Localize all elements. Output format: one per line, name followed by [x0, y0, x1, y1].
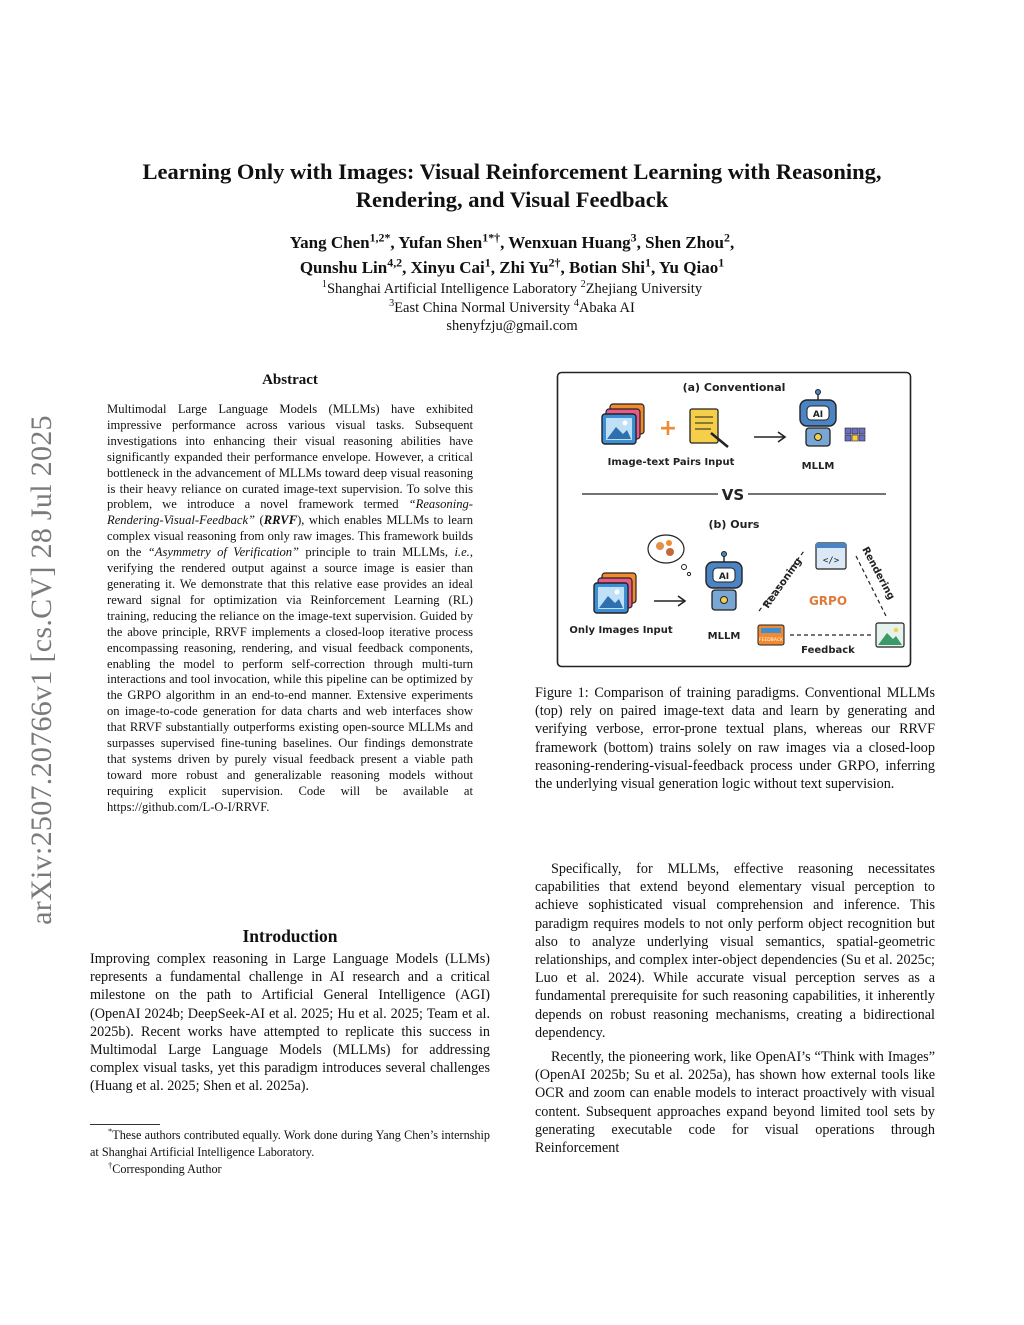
- author-affil-mark: 1: [484, 255, 491, 270]
- author-line: [90, 230, 934, 255]
- affiliation-mark: 2: [580, 279, 586, 291]
- label-reasoning: Reasoning: [761, 556, 805, 611]
- email: shenyfzju@gmail.com: [446, 318, 578, 334]
- arxiv-id: arXiv:2507.20766v1 [cs.CV] 28 Jul 2025: [25, 415, 58, 925]
- feedback-card-icon: [758, 625, 784, 645]
- image-stack-icon-a: [602, 404, 644, 444]
- affiliation-name: East China Normal University: [394, 299, 571, 316]
- author-separator: ,: [729, 233, 735, 252]
- abstract-segment: i.e.: [454, 545, 470, 560]
- feedback-tag: FEEDBACK: [759, 638, 783, 643]
- author-separator: ,: [560, 258, 569, 277]
- affiliation-name: Abaka AI: [578, 299, 635, 316]
- abstract-segment: Multimodal Large Language Models (MLLMs) have exhibited impressive performance across various visual tasks. Subsequent investigations into enhancing their visual reasoning abilities have significantly expanded their performance envelope. However, a critical bottleneck in the advancement of MLLMs toward deep visual reasoning is their heavy reliance on curated image-text supervision. To solve this problem, we introduce a novel framework termed: [107, 402, 473, 512]
- footnote-text: These authors contributed equally. Work done during Yang Chen’s internship at Shanghai Artificial Intelligence Laboratory.: [90, 1128, 490, 1159]
- author-affil-mark: 3: [630, 230, 637, 245]
- footnote: [90, 1161, 490, 1178]
- label-mllm-a: MLLM: [801, 461, 835, 472]
- author-affil-mark: 2†: [548, 255, 561, 270]
- abstract-segment: , verifying the rendered output against a source image is easier than generating it. We demonstrate that this relative ease provides an ideal reward signal for optimization via Reinforcement Learning (RL) training, reducing the reliance on the image-text supervision. Guided by the above principle, RRVF implements a closed-loop iterative process encompassing reasoning, rendering, and visual feedback components, enabling the model to perform self-correction through multi-turn interactions and tool invocation, while this pipeline can be optimized by the GRPO algorithm in an end-to-end manner. Extensive experiments on image-to-code generation for data charts and web interfaces show that RRVF substantially outperforms existing open-source MLLMs and surpasses supervised fine-tuning baselines. Our findings demonstrate that systems driven by purely visual feedback present a viable path toward more robust and generalizable reasoning models without requiring explicit supervision. Code will be available at https://github.com/L-O-I/RRVF.: [107, 545, 473, 814]
- affiliation-mark: 3: [389, 297, 395, 309]
- footnote-text: Corresponding Author: [112, 1162, 222, 1176]
- author-name: Yang Chen: [289, 233, 370, 252]
- author-separator: ,: [402, 258, 411, 277]
- affiliation-mark: 4: [573, 297, 579, 309]
- label-vs: VS: [721, 486, 745, 504]
- author-affil-mark: 1*†: [482, 230, 501, 245]
- label-conventional: (a) Conventional: [682, 381, 786, 394]
- author-name: Zhi Yu: [499, 258, 549, 277]
- label-rendering: Rendering: [859, 545, 897, 602]
- rendered-image-icon: [876, 623, 904, 647]
- paragraph: Recently, the pioneering work, like OpenAI’s “Think with Images” (OpenAI 2025b; Su et al. 2025a), has shown how external tools like OCR and zoom can enable models to interact proactively with visual content. Subsequent approaches expand beyond limited tool sets by generating executable code for visual operations through Reinforcement: [535, 1049, 935, 1157]
- abstract-segment: principle to train MLLMs,: [299, 545, 455, 560]
- abstract-segment: “Reasoning-Rendering-Visual-Feedback”: [107, 497, 473, 528]
- affiliation-line-2: [90, 299, 934, 318]
- author-name: Wenxuan Huang: [508, 233, 631, 252]
- footnote-mark: *: [108, 1125, 113, 1136]
- arxiv-stamp: [18, 380, 66, 960]
- label-only-images-input: Only Images Input: [569, 625, 673, 636]
- footnote-mark: †: [108, 1159, 113, 1170]
- abstract-segment: RRVF: [263, 513, 298, 528]
- footnote: [90, 1127, 490, 1161]
- paragraph: Specifically, for MLLMs, effective reasoning necessitates capabilities that extend beyond elementary visual perception to achieve sophisticated visual comprehension and inference. This paradigm requires models to not only perform object recognition but also to analyze underlying visual semantics, spatial-geometric relationships, and complex inter-object dependencies (Su et al. 2025c; Luo et al. 2024). While accurate visual perception serves as a fundamental prerequisite for such reasoning capabilities, it inherently depends on robust reasoning mechanisms, creating a bidirectional dependency.: [535, 861, 935, 1041]
- figure-1: [556, 371, 912, 668]
- author-affil-mark: 1,2*: [369, 230, 391, 245]
- author-name: Shen Zhou: [645, 233, 725, 252]
- right-column-text: [535, 860, 935, 1163]
- affiliation-name: Shanghai Artificial Intelligence Laboratory: [326, 281, 578, 297]
- affiliations: [90, 280, 934, 336]
- affiliation-mark: 1: [321, 279, 327, 291]
- affiliation-line-1: [90, 280, 934, 299]
- author-line: [90, 255, 934, 280]
- author-separator: ,: [636, 233, 646, 252]
- affiliation-name: Zhejiang University: [585, 281, 703, 297]
- figure-caption: Figure 1: Comparison of training paradigms. Conventional MLLMs (top) rely on paired image-text data and learn by generating and verifying verbose, error-prone textual plans, whereas our RRVF framework (bottom) trains solely on raw images via a closed-loop reasoning-rendering-visual-feedback process under GRPO, inferring the underlying visual generation logic without text supervision.: [535, 685, 935, 793]
- author-list: [90, 230, 934, 280]
- abstract-segment: “Asymmetry of Verification”: [147, 545, 300, 560]
- section-heading-introduction: Introduction: [242, 926, 338, 946]
- footnote-rule: [90, 1124, 160, 1125]
- author-separator: ,: [390, 233, 399, 252]
- image-stack-icon-b: [594, 573, 636, 613]
- plus-icon: +: [658, 416, 678, 441]
- code-symbol: </>: [822, 556, 840, 566]
- author-affil-mark: 1: [645, 255, 651, 270]
- intro-paragraph: Improving complex reasoning in Large Language Models (LLMs) represents a fundamental challenge in AI research and a critical milestone on the path to Artificial General Intelligence (AGI) (OpenAI 2024b; DeepSeek-AI et al. 2025; Hu et al. 2025; Team et al. 2025b). Recent works have attempted to replicate this success in Multimodal Large Language Models (MLLMs) for addressing complex visual tasks, yet this paradigm introduces several challenges (Huang et al. 2025; Shen et al. 2025a).: [90, 951, 490, 1095]
- footnotes: [90, 1127, 490, 1178]
- label-image-text-pairs-input: Image-text Pairs Input: [607, 457, 735, 468]
- paper-title: Learning Only with Images: Visual Reinforcement Learning with Reasoning, Rendering, and Visual Feedback: [142, 159, 882, 212]
- author-name: Qunshu Lin: [299, 258, 388, 277]
- author-name: Xinyu Cai: [410, 258, 485, 277]
- label-ours: (b) Ours: [708, 518, 760, 531]
- abstract-segment: ), which enables MLLMs to learn complex visual reasoning from only raw images. This framework builds on the: [107, 513, 473, 560]
- label-grpo: GRPO: [808, 594, 848, 608]
- author-separator: ,: [490, 258, 500, 277]
- abstract-segment: (: [255, 513, 264, 528]
- code-window-icon: [816, 543, 846, 569]
- robot-ai-label-a: AI: [812, 410, 824, 420]
- author-affil-mark: 1: [718, 255, 725, 270]
- author-name: Botian Shi: [568, 258, 646, 277]
- author-separator: ,: [500, 233, 509, 252]
- author-name: Yufan Shen: [398, 233, 483, 252]
- label-mllm-b: MLLM: [707, 631, 741, 642]
- label-feedback: Feedback: [801, 645, 855, 656]
- author-separator: ,: [650, 258, 659, 277]
- abstract-heading: Abstract: [262, 372, 318, 388]
- robot-ai-label-b: AI: [718, 572, 730, 582]
- author-affil-mark: 4,2: [387, 255, 403, 270]
- author-affil-mark: 2: [724, 230, 730, 245]
- author-name: Yu Qiao: [658, 258, 719, 277]
- abstract-text: [107, 402, 473, 816]
